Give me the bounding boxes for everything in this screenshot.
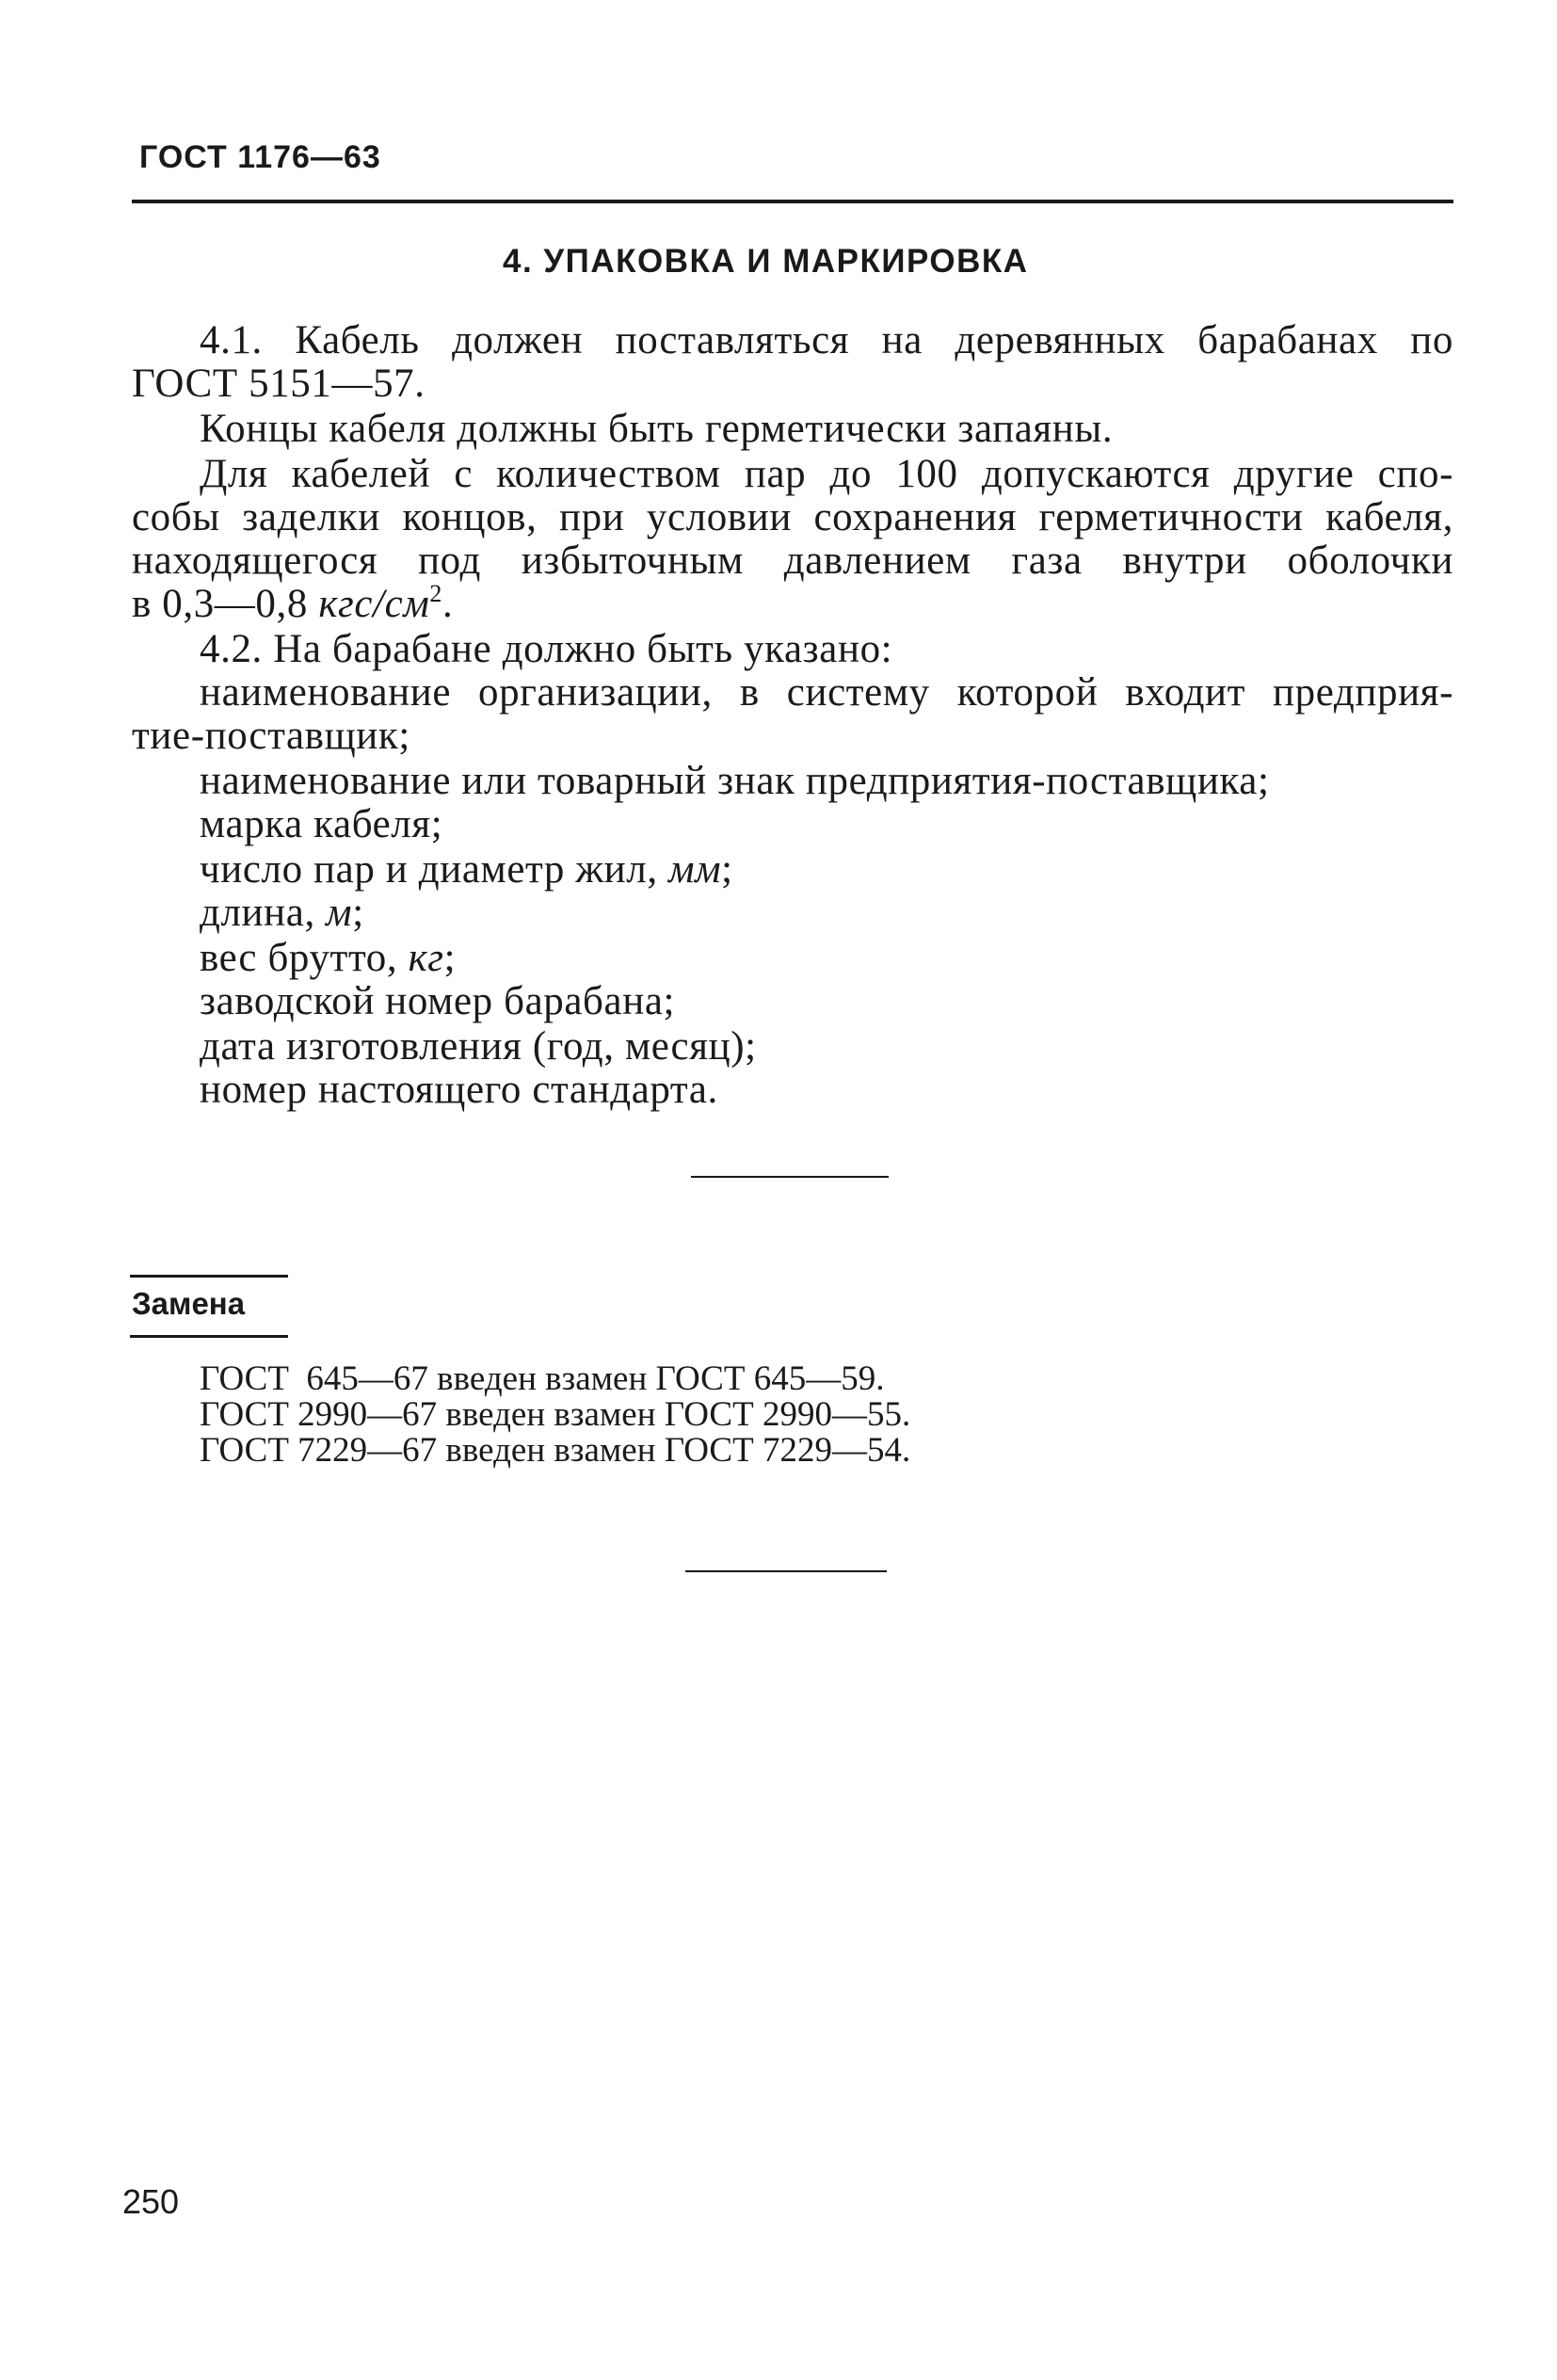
paragraph-4-2: 4.2. На барабане должно быть указано: xyxy=(200,627,893,671)
marking-manufacture-date: дата изготовления (год, месяц); xyxy=(200,1024,757,1069)
replacement-end-rule xyxy=(685,1570,887,1572)
paragraph-other-methods-line-1: Для кабелей с количеством пар до 100 допускаются другие спо- xyxy=(200,452,1453,496)
marking-standard-number: номер настоящего стандарта. xyxy=(200,1068,718,1112)
marking-organization-line-1: наименование организации, в систему которой входит предприя- xyxy=(200,670,1453,715)
paragraph-other-methods-line-4 xyxy=(132,582,453,626)
marking-drum-number: заводской номер барабана; xyxy=(200,979,676,1023)
weight-text: вес брутто, xyxy=(200,936,409,980)
pressure-range: в 0,3—0,8 xyxy=(132,582,319,626)
running-header: ГОСТ 1176—63 xyxy=(139,139,381,175)
pressure-unit: кгс/см xyxy=(318,582,430,626)
replacement-line: ГОСТ 2990—67 введен взамен ГОСТ 2990—55. xyxy=(200,1395,911,1434)
length-unit: м xyxy=(326,891,353,935)
pairs-text: число пар и диаметр жил, xyxy=(200,847,669,892)
replacement-top-rule xyxy=(130,1275,288,1278)
length-text: длина, xyxy=(200,891,327,935)
pressure-end: . xyxy=(441,582,454,626)
paragraph-ends-sealed: Концы кабеля должны быть герметически запаяны. xyxy=(200,407,1114,451)
marking-pairs-diameter xyxy=(200,847,733,892)
marking-length xyxy=(200,891,364,935)
paragraph-other-methods-line-3: находящегося под избыточным давлением газа внутри оболочки xyxy=(132,539,1453,583)
header-rule xyxy=(132,200,1453,203)
pressure-unit-exponent: 2 xyxy=(429,580,442,607)
marking-cable-mark: марка кабеля; xyxy=(200,802,443,846)
weight-end: ; xyxy=(443,936,457,980)
pairs-end: ; xyxy=(721,847,733,892)
replacement-line: ГОСТ 7229—67 введен взамен ГОСТ 7229—54. xyxy=(200,1431,911,1470)
length-end: ; xyxy=(352,891,364,935)
paragraph-4-1-line-2: ГОСТ 5151—57. xyxy=(132,362,425,406)
paragraph-other-methods-line-2: собы заделки концов, при условии сохранения герметичности кабеля, xyxy=(132,495,1453,539)
section-title: 4. УПАКОВКА И МАРКИРОВКА xyxy=(503,243,1029,280)
paragraph-4-1-line-1: 4.1. Кабель должен поставляться на деревянных барабанах по xyxy=(200,318,1453,362)
marking-trademark: наименование или товарный знак предприятия-поставщика; xyxy=(200,759,1270,803)
pairs-unit: мм xyxy=(668,847,722,892)
page-number: 250 xyxy=(122,2182,180,2221)
replacement-label: Замена xyxy=(132,1286,246,1321)
replacement-bottom-rule xyxy=(130,1335,288,1338)
marking-organization-line-2: тие-поставщик; xyxy=(132,714,410,758)
marking-gross-weight xyxy=(200,936,456,980)
weight-unit: кг xyxy=(408,936,444,980)
section-end-rule xyxy=(691,1176,889,1178)
replacement-line: ГОСТ 645—67 введен взамен ГОСТ 645—59. xyxy=(200,1359,885,1398)
